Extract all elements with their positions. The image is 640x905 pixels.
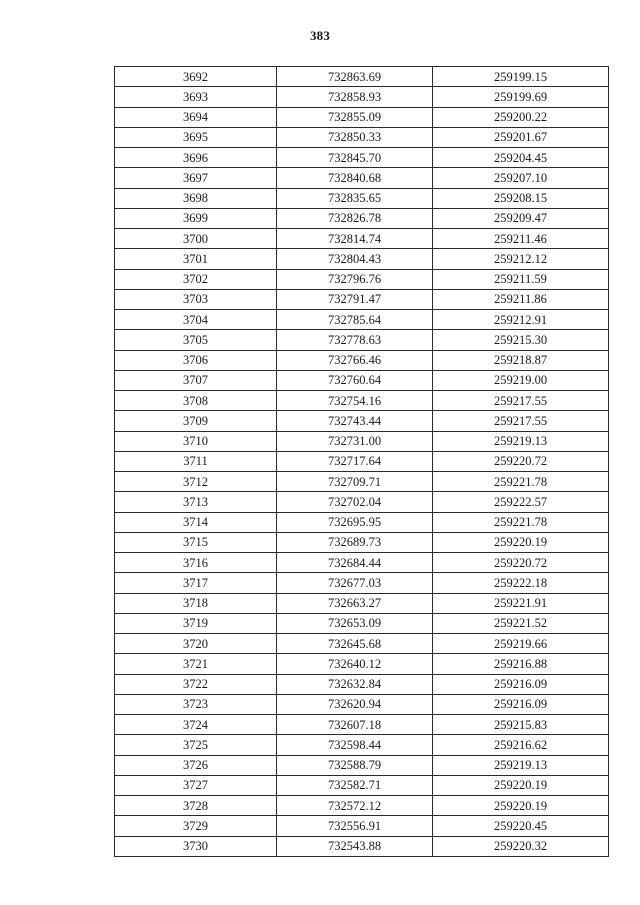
table-row <box>115 188 609 208</box>
point-number-cell: 3697 <box>115 168 277 188</box>
x-coordinate-cell: 732663.27 <box>277 593 433 613</box>
x-coordinate-cell: 732607.18 <box>277 715 433 735</box>
y-coordinate-cell: 259219.13 <box>433 755 609 775</box>
x-coordinate-cell: 732632.84 <box>277 674 433 694</box>
x-coordinate-cell: 732702.04 <box>277 492 433 512</box>
table-row <box>115 229 609 249</box>
x-coordinate-cell: 732689.73 <box>277 532 433 552</box>
table-row <box>115 370 609 390</box>
coordinates-table-body <box>115 67 609 857</box>
x-coordinate-cell: 732695.95 <box>277 512 433 532</box>
point-number-cell: 3713 <box>115 492 277 512</box>
table-row <box>115 87 609 107</box>
x-coordinate-cell: 732620.94 <box>277 694 433 714</box>
page-number: 383 <box>309 28 331 43</box>
point-number-cell: 3695 <box>115 127 277 147</box>
table-row <box>115 168 609 188</box>
x-coordinate-cell: 732845.70 <box>277 148 433 168</box>
table-row <box>115 512 609 532</box>
point-number-cell: 3701 <box>115 249 277 269</box>
table-row <box>115 269 609 289</box>
point-number-cell: 3696 <box>115 148 277 168</box>
point-number-cell: 3726 <box>115 755 277 775</box>
point-number-cell: 3724 <box>115 715 277 735</box>
y-coordinate-cell: 259222.18 <box>433 573 609 593</box>
y-coordinate-cell: 259219.66 <box>433 634 609 654</box>
x-coordinate-cell: 732766.46 <box>277 350 433 370</box>
y-coordinate-cell: 259200.22 <box>433 107 609 127</box>
x-coordinate-cell: 732556.91 <box>277 816 433 836</box>
y-coordinate-cell: 259201.67 <box>433 127 609 147</box>
point-number-cell: 3693 <box>115 87 277 107</box>
point-number-cell: 3729 <box>115 816 277 836</box>
point-number-cell: 3698 <box>115 188 277 208</box>
point-number-cell: 3711 <box>115 451 277 471</box>
x-coordinate-cell: 732796.76 <box>277 269 433 289</box>
y-coordinate-cell: 259209.47 <box>433 208 609 228</box>
x-coordinate-cell: 732684.44 <box>277 553 433 573</box>
point-number-cell: 3700 <box>115 229 277 249</box>
table-row <box>115 431 609 451</box>
x-coordinate-cell: 732855.09 <box>277 107 433 127</box>
point-number-cell: 3718 <box>115 593 277 613</box>
point-number-cell: 3717 <box>115 573 277 593</box>
point-number-cell: 3730 <box>115 836 277 856</box>
coordinates-table <box>114 66 609 857</box>
table-row <box>115 573 609 593</box>
x-coordinate-cell: 732543.88 <box>277 836 433 856</box>
y-coordinate-cell: 259217.55 <box>433 391 609 411</box>
point-number-cell: 3704 <box>115 310 277 330</box>
x-coordinate-cell: 732582.71 <box>277 775 433 795</box>
table-row <box>115 148 609 168</box>
point-number-cell: 3723 <box>115 694 277 714</box>
point-number-cell: 3705 <box>115 330 277 350</box>
y-coordinate-cell: 259211.86 <box>433 289 609 309</box>
table-row <box>115 350 609 370</box>
point-number-cell: 3708 <box>115 391 277 411</box>
y-coordinate-cell: 259212.91 <box>433 310 609 330</box>
x-coordinate-cell: 732804.43 <box>277 249 433 269</box>
table-row <box>115 492 609 512</box>
table-row <box>115 836 609 856</box>
x-coordinate-cell: 732826.78 <box>277 208 433 228</box>
x-coordinate-cell: 732785.64 <box>277 310 433 330</box>
point-number-cell: 3703 <box>115 289 277 309</box>
y-coordinate-cell: 259212.12 <box>433 249 609 269</box>
x-coordinate-cell: 732760.64 <box>277 370 433 390</box>
x-coordinate-cell: 732754.16 <box>277 391 433 411</box>
table-row <box>115 593 609 613</box>
table-row <box>115 289 609 309</box>
table-row <box>115 330 609 350</box>
y-coordinate-cell: 259222.57 <box>433 492 609 512</box>
y-coordinate-cell: 259207.10 <box>433 168 609 188</box>
point-number-cell: 3715 <box>115 532 277 552</box>
y-coordinate-cell: 259221.78 <box>433 472 609 492</box>
point-number-cell: 3699 <box>115 208 277 228</box>
x-coordinate-cell: 732850.33 <box>277 127 433 147</box>
y-coordinate-cell: 259211.59 <box>433 269 609 289</box>
y-coordinate-cell: 259211.46 <box>433 229 609 249</box>
table-row <box>115 532 609 552</box>
point-number-cell: 3709 <box>115 411 277 431</box>
table-row <box>115 674 609 694</box>
x-coordinate-cell: 732835.65 <box>277 188 433 208</box>
point-number-cell: 3712 <box>115 472 277 492</box>
point-number-cell: 3714 <box>115 512 277 532</box>
x-coordinate-cell: 732709.71 <box>277 472 433 492</box>
y-coordinate-cell: 259216.62 <box>433 735 609 755</box>
y-coordinate-cell: 259221.52 <box>433 613 609 633</box>
y-coordinate-cell: 259219.13 <box>433 431 609 451</box>
point-number-cell: 3721 <box>115 654 277 674</box>
table-row <box>115 755 609 775</box>
x-coordinate-cell: 732858.93 <box>277 87 433 107</box>
y-coordinate-cell: 259220.19 <box>433 796 609 816</box>
table-row <box>115 796 609 816</box>
table-row <box>115 310 609 330</box>
table-row <box>115 391 609 411</box>
table-row <box>115 694 609 714</box>
y-coordinate-cell: 259204.45 <box>433 148 609 168</box>
point-number-cell: 3694 <box>115 107 277 127</box>
y-coordinate-cell: 259199.15 <box>433 67 609 87</box>
x-coordinate-cell: 732778.63 <box>277 330 433 350</box>
table-row <box>115 654 609 674</box>
y-coordinate-cell: 259221.78 <box>433 512 609 532</box>
table-row <box>115 775 609 795</box>
point-number-cell: 3720 <box>115 634 277 654</box>
x-coordinate-cell: 732677.03 <box>277 573 433 593</box>
point-number-cell: 3719 <box>115 613 277 633</box>
y-coordinate-cell: 259215.83 <box>433 715 609 735</box>
x-coordinate-cell: 732840.68 <box>277 168 433 188</box>
table-row <box>115 67 609 87</box>
y-coordinate-cell: 259216.09 <box>433 674 609 694</box>
x-coordinate-cell: 732640.12 <box>277 654 433 674</box>
point-number-cell: 3702 <box>115 269 277 289</box>
table-row <box>115 451 609 471</box>
point-number-cell: 3728 <box>115 796 277 816</box>
y-coordinate-cell: 259218.87 <box>433 350 609 370</box>
y-coordinate-cell: 259220.19 <box>433 532 609 552</box>
y-coordinate-cell: 259216.88 <box>433 654 609 674</box>
table-row <box>115 715 609 735</box>
table-row <box>115 472 609 492</box>
y-coordinate-cell: 259220.19 <box>433 775 609 795</box>
table-row <box>115 816 609 836</box>
point-number-cell: 3692 <box>115 67 277 87</box>
table-row <box>115 634 609 654</box>
x-coordinate-cell: 732863.69 <box>277 67 433 87</box>
y-coordinate-cell: 259216.09 <box>433 694 609 714</box>
x-coordinate-cell: 732717.64 <box>277 451 433 471</box>
y-coordinate-cell: 259215.30 <box>433 330 609 350</box>
x-coordinate-cell: 732588.79 <box>277 755 433 775</box>
point-number-cell: 3707 <box>115 370 277 390</box>
x-coordinate-cell: 732791.47 <box>277 289 433 309</box>
point-number-cell: 3727 <box>115 775 277 795</box>
table-row <box>115 208 609 228</box>
y-coordinate-cell: 259220.72 <box>433 553 609 573</box>
point-number-cell: 3716 <box>115 553 277 573</box>
x-coordinate-cell: 732645.68 <box>277 634 433 654</box>
point-number-cell: 3706 <box>115 350 277 370</box>
point-number-cell: 3725 <box>115 735 277 755</box>
point-number-cell: 3710 <box>115 431 277 451</box>
y-coordinate-cell: 259220.32 <box>433 836 609 856</box>
y-coordinate-cell: 259220.72 <box>433 451 609 471</box>
table-row <box>115 249 609 269</box>
y-coordinate-cell: 259199.69 <box>433 87 609 107</box>
x-coordinate-cell: 732598.44 <box>277 735 433 755</box>
y-coordinate-cell: 259208.15 <box>433 188 609 208</box>
table-row <box>115 553 609 573</box>
table-row <box>115 735 609 755</box>
x-coordinate-cell: 732814.74 <box>277 229 433 249</box>
y-coordinate-cell: 259220.45 <box>433 816 609 836</box>
x-coordinate-cell: 732743.44 <box>277 411 433 431</box>
x-coordinate-cell: 732572.12 <box>277 796 433 816</box>
table-row <box>115 411 609 431</box>
y-coordinate-cell: 259219.00 <box>433 370 609 390</box>
table-row <box>115 613 609 633</box>
table-row <box>115 127 609 147</box>
x-coordinate-cell: 732653.09 <box>277 613 433 633</box>
y-coordinate-cell: 259217.55 <box>433 411 609 431</box>
point-number-cell: 3722 <box>115 674 277 694</box>
x-coordinate-cell: 732731.00 <box>277 431 433 451</box>
y-coordinate-cell: 259221.91 <box>433 593 609 613</box>
table-row <box>115 107 609 127</box>
